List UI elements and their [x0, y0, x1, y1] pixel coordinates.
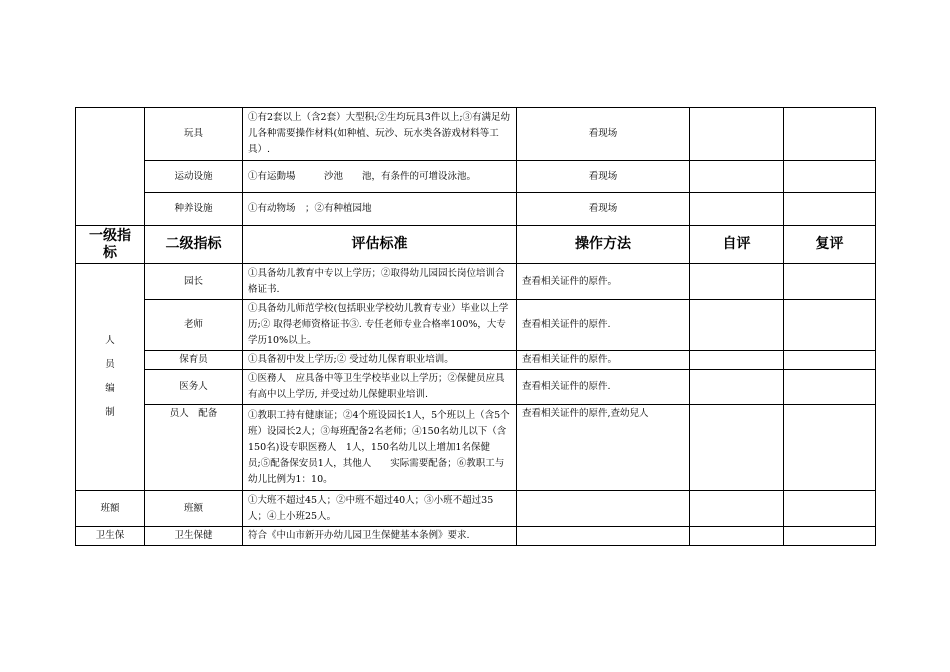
header-second-index: 二级指标	[145, 226, 243, 264]
self-eval-cell[interactable]	[690, 405, 784, 491]
table-row	[76, 491, 876, 527]
self-eval-cell[interactable]	[690, 161, 784, 193]
standard-cell: ①有动物场 ；②有种植园地	[243, 193, 517, 226]
method-cell: 看现场	[517, 161, 690, 193]
standard-cell: ①有2套以上（含2套）大型积;②生均玩具3件以上;③有满足幼儿各种需要操作材料(如种植、玩沙、玩水类各游戏材料等工具）.	[243, 108, 517, 161]
staff-group-char: 编	[105, 383, 115, 394]
standard-cell: 符合《中山市新开办幼儿园卫生保健基本条例》要求.	[243, 527, 517, 546]
second-index-cell: 园长	[145, 264, 243, 300]
method-cell: 查看相关证件的原件,查幼兒人	[517, 405, 690, 491]
re-eval-cell[interactable]	[784, 300, 876, 351]
standard-cell: ①有运動場 沙池 池，有条件的可增设泳池。	[243, 161, 517, 193]
first-index-cell: 卫生保	[76, 527, 145, 546]
table-row	[76, 264, 876, 300]
table-row	[76, 370, 876, 405]
method-cell: 看现场	[517, 108, 690, 161]
header-row	[76, 226, 876, 264]
header-self-eval: 自评	[690, 226, 784, 264]
self-eval-cell[interactable]	[690, 351, 784, 370]
standard-cell: ①教职工持有健康证；②4个班设园长1人，5个班以上（含5个班）设园长2人；③每班配备2名老师；④150名幼儿以下（含150名)设专职医務人 1人，150名幼儿以上增加1名保健员;⑤配备保安员1人，其他人 实际需要配备；⑥教职工与幼儿比例为1：10。	[243, 405, 517, 491]
self-eval-cell[interactable]	[690, 264, 784, 300]
re-eval-cell[interactable]	[784, 264, 876, 300]
table-row	[76, 193, 876, 226]
table-row	[76, 405, 876, 491]
second-index-cell: 员人 配备	[145, 405, 243, 491]
table-row	[76, 300, 876, 351]
first-index-cell: 班額	[76, 491, 145, 527]
table-row	[76, 527, 876, 546]
staff-group-char: 员	[105, 359, 115, 370]
re-eval-cell[interactable]	[784, 370, 876, 405]
second-index-cell: 种养设施	[145, 193, 243, 226]
empty-first-col-cell	[76, 108, 145, 226]
re-eval-cell[interactable]	[784, 193, 876, 226]
table-row	[76, 351, 876, 370]
table-row	[76, 108, 876, 161]
method-cell	[517, 527, 690, 546]
second-index-cell: 保育员	[145, 351, 243, 370]
method-cell: 查看相关证件的原件.	[517, 300, 690, 351]
re-eval-cell[interactable]	[784, 161, 876, 193]
standard-cell: ①具备幼儿教育中专以上学历；②取得幼儿园园长岗位培训合格证书.	[243, 264, 517, 300]
table-row	[76, 161, 876, 193]
evaluation-table	[75, 107, 876, 546]
header-first-index: 一级指标	[76, 226, 145, 264]
staff-group-cell	[76, 264, 145, 491]
self-eval-cell[interactable]	[690, 491, 784, 527]
self-eval-cell[interactable]	[690, 300, 784, 351]
standard-cell: ①具备初中发上学历;② 受过幼儿保育职业培训。	[243, 351, 517, 370]
re-eval-cell[interactable]	[784, 405, 876, 491]
method-cell: 查看相关证件的原件.	[517, 370, 690, 405]
standard-cell: ①大班不超过45人；②中班不超过40人；③小班不超过35人；④上小班25人。	[243, 491, 517, 527]
method-cell: 查看相关证件的原件。	[517, 351, 690, 370]
second-index-cell: 玩具	[145, 108, 243, 161]
staff-group-char: 制	[105, 407, 115, 418]
self-eval-cell[interactable]	[690, 527, 784, 546]
standard-cell: ①具备幼儿师范学校(包括职业学校幼儿教育专业）毕业以上学历;② 取得老师资格证书③. 专任老师专业合格率100%，大专学历10%以上。	[243, 300, 517, 351]
re-eval-cell[interactable]	[784, 108, 876, 161]
standard-cell: ①医務人 应具备中等卫生学校毕业以上学历；②保健员应具有高中以上学历, 并受过幼儿保健职业培训.	[243, 370, 517, 405]
header-re-eval: 复评	[784, 226, 876, 264]
header-method: 操作方法	[517, 226, 690, 264]
self-eval-cell[interactable]	[690, 108, 784, 161]
second-index-cell: 卫生保健	[145, 527, 243, 546]
re-eval-cell[interactable]	[784, 527, 876, 546]
staff-group-char: 人	[105, 335, 115, 346]
self-eval-cell[interactable]	[690, 370, 784, 405]
self-eval-cell[interactable]	[690, 193, 784, 226]
method-cell	[517, 491, 690, 527]
second-index-cell: 班额	[145, 491, 243, 527]
second-index-cell: 医务人	[145, 370, 243, 405]
header-standard: 评估标准	[243, 226, 517, 264]
second-index-cell: 运动设施	[145, 161, 243, 193]
re-eval-cell[interactable]	[784, 351, 876, 370]
re-eval-cell[interactable]	[784, 491, 876, 527]
method-cell: 看现场	[517, 193, 690, 226]
second-index-cell: 老师	[145, 300, 243, 351]
method-cell: 查看相关证件的原件。	[517, 264, 690, 300]
